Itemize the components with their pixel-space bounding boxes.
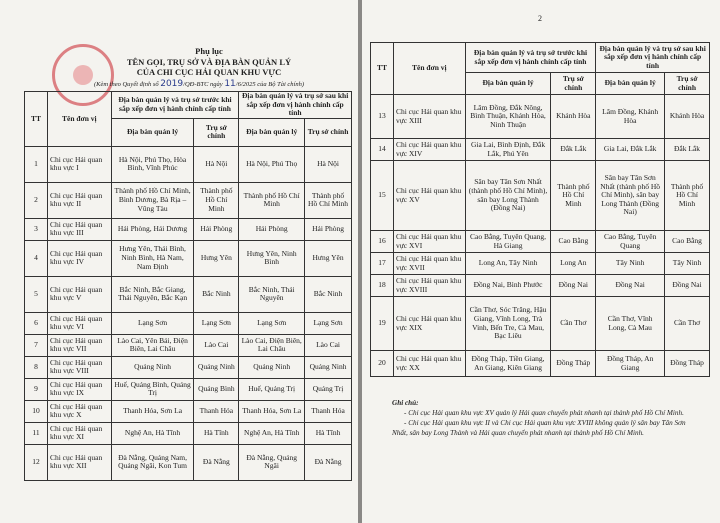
col-before-hq: Trụ sở chính: [194, 118, 239, 146]
before-area: Lạng Sơn: [111, 312, 194, 334]
after-area: Hưng Yên, Ninh Bình: [239, 240, 305, 276]
after-hq: Đà Nẵng: [305, 444, 352, 480]
col-after-area: Địa bàn quản lý: [239, 118, 305, 146]
table-row: [371, 351, 710, 377]
unit-name: Chi cục Hải quan khu vực IX: [47, 378, 111, 400]
before-area: Đồng Nai, Bình Phước: [465, 275, 551, 297]
col-after-hq: Trụ sở chính: [665, 73, 710, 95]
before-area: Đồng Tháp, Tiền Giang, An Giang, Kiên Giang: [465, 351, 551, 377]
row-number: 16: [371, 231, 394, 253]
after-area: Gia Lai, Đắk Lắk: [596, 139, 665, 161]
after-area: Lào Cai, Điện Biên, Lai Châu: [239, 334, 305, 356]
before-area: Đà Nẵng, Quảng Nam, Quảng Ngãi, Kon Tum: [111, 444, 194, 480]
unit-name: Chi cục Hải quan khu vực XVIII: [393, 275, 465, 297]
table-row: [25, 276, 352, 312]
before-hq: Đà Nẵng: [194, 444, 239, 480]
after-area: Lạng Sơn: [239, 312, 305, 334]
before-hq: Thanh Hóa: [194, 400, 239, 422]
units-table-left: [24, 91, 352, 481]
before-area: Huế, Quảng Bình, Quảng Trị: [111, 378, 194, 400]
before-area: Sân bay Tân Sơn Nhất (thành phố Hồ Chí Minh), sân bay Long Thành (Đồng Nai): [465, 161, 551, 231]
before-area: Cần Thơ, Sóc Trăng, Hậu Giang, Vĩnh Long, Trà Vinh, Bến Tre, Cà Mau, Bạc Liêu: [465, 297, 551, 351]
notes-section: [392, 398, 702, 438]
row-number: 12: [25, 444, 48, 480]
after-area: Quảng Ninh: [239, 356, 305, 378]
col-after: Địa bàn quản lý và trụ sở sau khi sắp xếp đơn vị hành chính cấp tỉnh: [596, 43, 710, 73]
col-unit: Tên đơn vị: [47, 92, 111, 147]
before-area: Bắc Ninh, Bắc Giang, Thái Nguyên, Bắc Kạn: [111, 276, 194, 312]
before-hq: Thành phố Hồ Chí Minh: [551, 161, 596, 231]
row-number: 3: [25, 218, 48, 240]
unit-name: Chi cục Hải quan khu vực VI: [47, 312, 111, 334]
table-row: [25, 146, 352, 182]
table-row: [25, 240, 352, 276]
table-row: [371, 253, 710, 275]
before-area: Quảng Ninh: [111, 356, 194, 378]
before-hq: Quảng Ninh: [194, 356, 239, 378]
after-hq: Khánh Hòa: [665, 95, 710, 139]
before-hq: Thành phố Hồ Chí Minh: [194, 182, 239, 218]
unit-name: Chi cục Hải quan khu vực VIII: [47, 356, 111, 378]
after-hq: Thanh Hóa: [305, 400, 352, 422]
unit-name: Chi cục Hải quan khu vực XIX: [393, 297, 465, 351]
before-hq: Long An: [551, 253, 596, 275]
table-row: [371, 231, 710, 253]
unit-name: Chi cục Hải quan khu vực XIII: [393, 95, 465, 139]
table-row: [25, 444, 352, 480]
col-after-hq: Trụ sở chính: [305, 118, 352, 146]
before-area: Long An, Tây Ninh: [465, 253, 551, 275]
table-row: [25, 422, 352, 444]
document-subtitle: CỦA CHI CỤC HẢI QUAN KHU VỰC: [136, 67, 282, 77]
before-hq: Cần Thơ: [551, 297, 596, 351]
row-number: 7: [25, 334, 48, 356]
unit-name: Chi cục Hải quan khu vực II: [47, 182, 111, 218]
decision-number: 2019: [160, 79, 184, 89]
after-hq: Hà Nội: [305, 146, 352, 182]
unit-name: Chi cục Hải quan khu vực XIV: [393, 139, 465, 161]
after-area: Tây Ninh: [596, 253, 665, 275]
document-page-left: [0, 0, 358, 523]
col-unit: Tên đơn vị: [393, 43, 465, 95]
unit-name: Chi cục Hải quan khu vực VII: [47, 334, 111, 356]
unit-name: Chi cục Hải quan khu vực III: [47, 218, 111, 240]
table-row: [371, 161, 710, 231]
col-tt: TT: [25, 92, 48, 147]
after-hq: Thành phố Hồ Chí Minh: [665, 161, 710, 231]
row-number: 5: [25, 276, 48, 312]
after-area: Đà Nẵng, Quảng Ngãi: [239, 444, 305, 480]
after-hq: Hưng Yên: [305, 240, 352, 276]
document-page-right: [362, 0, 720, 523]
units-table-right: [370, 42, 710, 377]
after-hq: Bắc Ninh: [305, 276, 352, 312]
table-row: [371, 275, 710, 297]
table-row: [371, 297, 710, 351]
after-area: Cao Bằng, Tuyên Quang: [596, 231, 665, 253]
table-row: [371, 139, 710, 161]
unit-name: Chi cục Hải quan khu vực I: [47, 146, 111, 182]
after-hq: Tây Ninh: [665, 253, 710, 275]
appendix-label: Phụ lục: [195, 46, 223, 56]
before-hq: Hải Phòng: [194, 218, 239, 240]
col-before: Địa bàn quản lý và trụ sở trước khi sắp xếp đơn vị hành chính cấp tỉnh: [465, 43, 596, 73]
unit-name: Chi cục Hải quan khu vực IV: [47, 240, 111, 276]
after-area: Thanh Hóa, Sơn La: [239, 400, 305, 422]
row-number: 10: [25, 400, 48, 422]
ref-mid: /QĐ-BTC ngày: [183, 81, 225, 88]
row-number: 20: [371, 351, 394, 377]
after-area: Sân bay Tân Sơn Nhất (thành phố Hồ Chí Minh), sân bay Long Thành (Đồng Nai): [596, 161, 665, 231]
col-tt: TT: [371, 43, 394, 95]
row-number: 17: [371, 253, 394, 275]
row-number: 14: [371, 139, 394, 161]
table-row: [25, 378, 352, 400]
unit-name: Chi cục Hải quan khu vực XII: [47, 444, 111, 480]
after-hq: Lạng Sơn: [305, 312, 352, 334]
row-number: 2: [25, 182, 48, 218]
after-area: Huế, Quảng Trị: [239, 378, 305, 400]
after-hq: Quảng Trị: [305, 378, 352, 400]
after-hq: Lào Cai: [305, 334, 352, 356]
unit-name: Chi cục Hải quan khu vực V: [47, 276, 111, 312]
after-hq: Thành phố Hồ Chí Minh: [305, 182, 352, 218]
after-area: Cần Thơ, Vĩnh Long, Cà Mau: [596, 297, 665, 351]
after-area: Thành phố Hồ Chí Minh: [239, 182, 305, 218]
decision-reference: [0, 79, 358, 89]
before-area: Gia Lai, Bình Định, Đắk Lắk, Phú Yên: [465, 139, 551, 161]
before-hq: Hà Tĩnh: [194, 422, 239, 444]
note-1: - Chi cục Hải quan khu vực XV quản lý Hải quan chuyển phát nhanh tại thành phố Hồ Chí Minh.: [404, 409, 684, 417]
after-area: Đồng Tháp, An Giang: [596, 351, 665, 377]
after-hq: Đồng Nai: [665, 275, 710, 297]
before-area: Hải Phòng, Hải Dương: [111, 218, 194, 240]
before-hq: Lào Cai: [194, 334, 239, 356]
col-before: Địa bàn quản lý và trụ sở trước khi sắp xếp đơn vị hành chính cấp tỉnh: [111, 92, 239, 119]
unit-name: Chi cục Hải quan khu vực XVII: [393, 253, 465, 275]
col-before-area: Địa bàn quản lý: [111, 118, 194, 146]
unit-name: Chi cục Hải quan khu vực XX: [393, 351, 465, 377]
before-hq: Quảng Bình: [194, 378, 239, 400]
row-number: 4: [25, 240, 48, 276]
after-area: Nghệ An, Hà Tĩnh: [239, 422, 305, 444]
after-hq: Cao Bằng: [665, 231, 710, 253]
col-after-area: Địa bàn quản lý: [596, 73, 665, 95]
after-area: Bắc Ninh, Thái Nguyên: [239, 276, 305, 312]
before-area: Hà Nội, Phú Thọ, Hòa Bình, Vĩnh Phúc: [111, 146, 194, 182]
before-hq: Hưng Yên: [194, 240, 239, 276]
table-row: [371, 95, 710, 139]
unit-name: Chi cục Hải quan khu vực X: [47, 400, 111, 422]
unit-name: Chi cục Hải quan khu vực XVI: [393, 231, 465, 253]
table-row: [25, 356, 352, 378]
ref-suffix: /6/2025 của Bộ Tài chính): [235, 81, 305, 88]
page-number: 2: [538, 14, 542, 23]
before-area: Lâm Đồng, Đắk Nông, Bình Thuận, Khánh Hòa, Ninh Thuận: [465, 95, 551, 139]
row-number: 1: [25, 146, 48, 182]
after-area: Hà Nội, Phú Thọ: [239, 146, 305, 182]
col-after: Địa bàn quản lý và trụ sở sau khi sắp xếp đơn vị hành chính cấp tỉnh: [239, 92, 352, 119]
before-area: Lào Cai, Yên Bái, Điện Biên, Lai Châu: [111, 334, 194, 356]
table-row: [25, 334, 352, 356]
before-area: Cao Bằng, Tuyên Quang, Hà Giang: [465, 231, 551, 253]
after-area: Lâm Đồng, Khánh Hòa: [596, 95, 665, 139]
before-hq: Đồng Nai: [551, 275, 596, 297]
before-hq: Đồng Tháp: [551, 351, 596, 377]
unit-name: Chi cục Hải quan khu vực XV: [393, 161, 465, 231]
before-hq: Lạng Sơn: [194, 312, 239, 334]
after-area: Đồng Nai: [596, 275, 665, 297]
row-number: 9: [25, 378, 48, 400]
notes-title: Ghi chú:: [392, 399, 419, 407]
row-number: 8: [25, 356, 48, 378]
table-row: [25, 400, 352, 422]
before-hq: Bắc Ninh: [194, 276, 239, 312]
row-number: 18: [371, 275, 394, 297]
before-area: Nghệ An, Hà Tĩnh: [111, 422, 194, 444]
unit-name: Chi cục Hải quan khu vực XI: [47, 422, 111, 444]
document-title: TÊN GỌI, TRỤ SỞ VÀ ĐỊA BÀN QUẢN LÝ: [126, 57, 292, 67]
table-row: [25, 182, 352, 218]
col-before-area: Địa bàn quản lý: [465, 73, 551, 95]
ref-prefix: (Kèm theo Quyết định số: [93, 81, 161, 88]
before-hq: Cao Bằng: [551, 231, 596, 253]
before-hq: Khánh Hòa: [551, 95, 596, 139]
before-area: Hưng Yên, Thái Bình, Ninh Bình, Hà Nam, Nam Định: [111, 240, 194, 276]
table-row: [25, 312, 352, 334]
after-hq: Cần Thơ: [665, 297, 710, 351]
after-hq: Đồng Tháp: [665, 351, 710, 377]
row-number: 11: [25, 422, 48, 444]
before-hq: Hà Nội: [194, 146, 239, 182]
row-number: 13: [371, 95, 394, 139]
after-hq: Đắk Lắk: [665, 139, 710, 161]
after-hq: Hải Phòng: [305, 218, 352, 240]
row-number: 6: [25, 312, 48, 334]
before-area: Thành phố Hồ Chí Minh, Bình Dương, Bà Rịa – Vũng Tàu: [111, 182, 194, 218]
after-hq: Hà Tĩnh: [305, 422, 352, 444]
row-number: 19: [371, 297, 394, 351]
note-2: - Chi cục Hải quan khu vực II và Chi cục Hải quan khu vực XVIII không quản lý sân bay Tân Sơn Nhất, sân bay Long Thành và Hải quan chuyển phát nhanh tại thành phố Hồ Chí Minh.: [392, 419, 686, 437]
col-before-hq: Trụ sở chính: [551, 73, 596, 95]
table-row: [25, 218, 352, 240]
before-area: Thanh Hóa, Sơn La: [111, 400, 194, 422]
after-hq: Quảng Ninh: [305, 356, 352, 378]
row-number: 15: [371, 161, 394, 231]
after-area: Hải Phòng: [239, 218, 305, 240]
decision-day: 11: [224, 79, 236, 89]
before-hq: Đắk Lắk: [551, 139, 596, 161]
